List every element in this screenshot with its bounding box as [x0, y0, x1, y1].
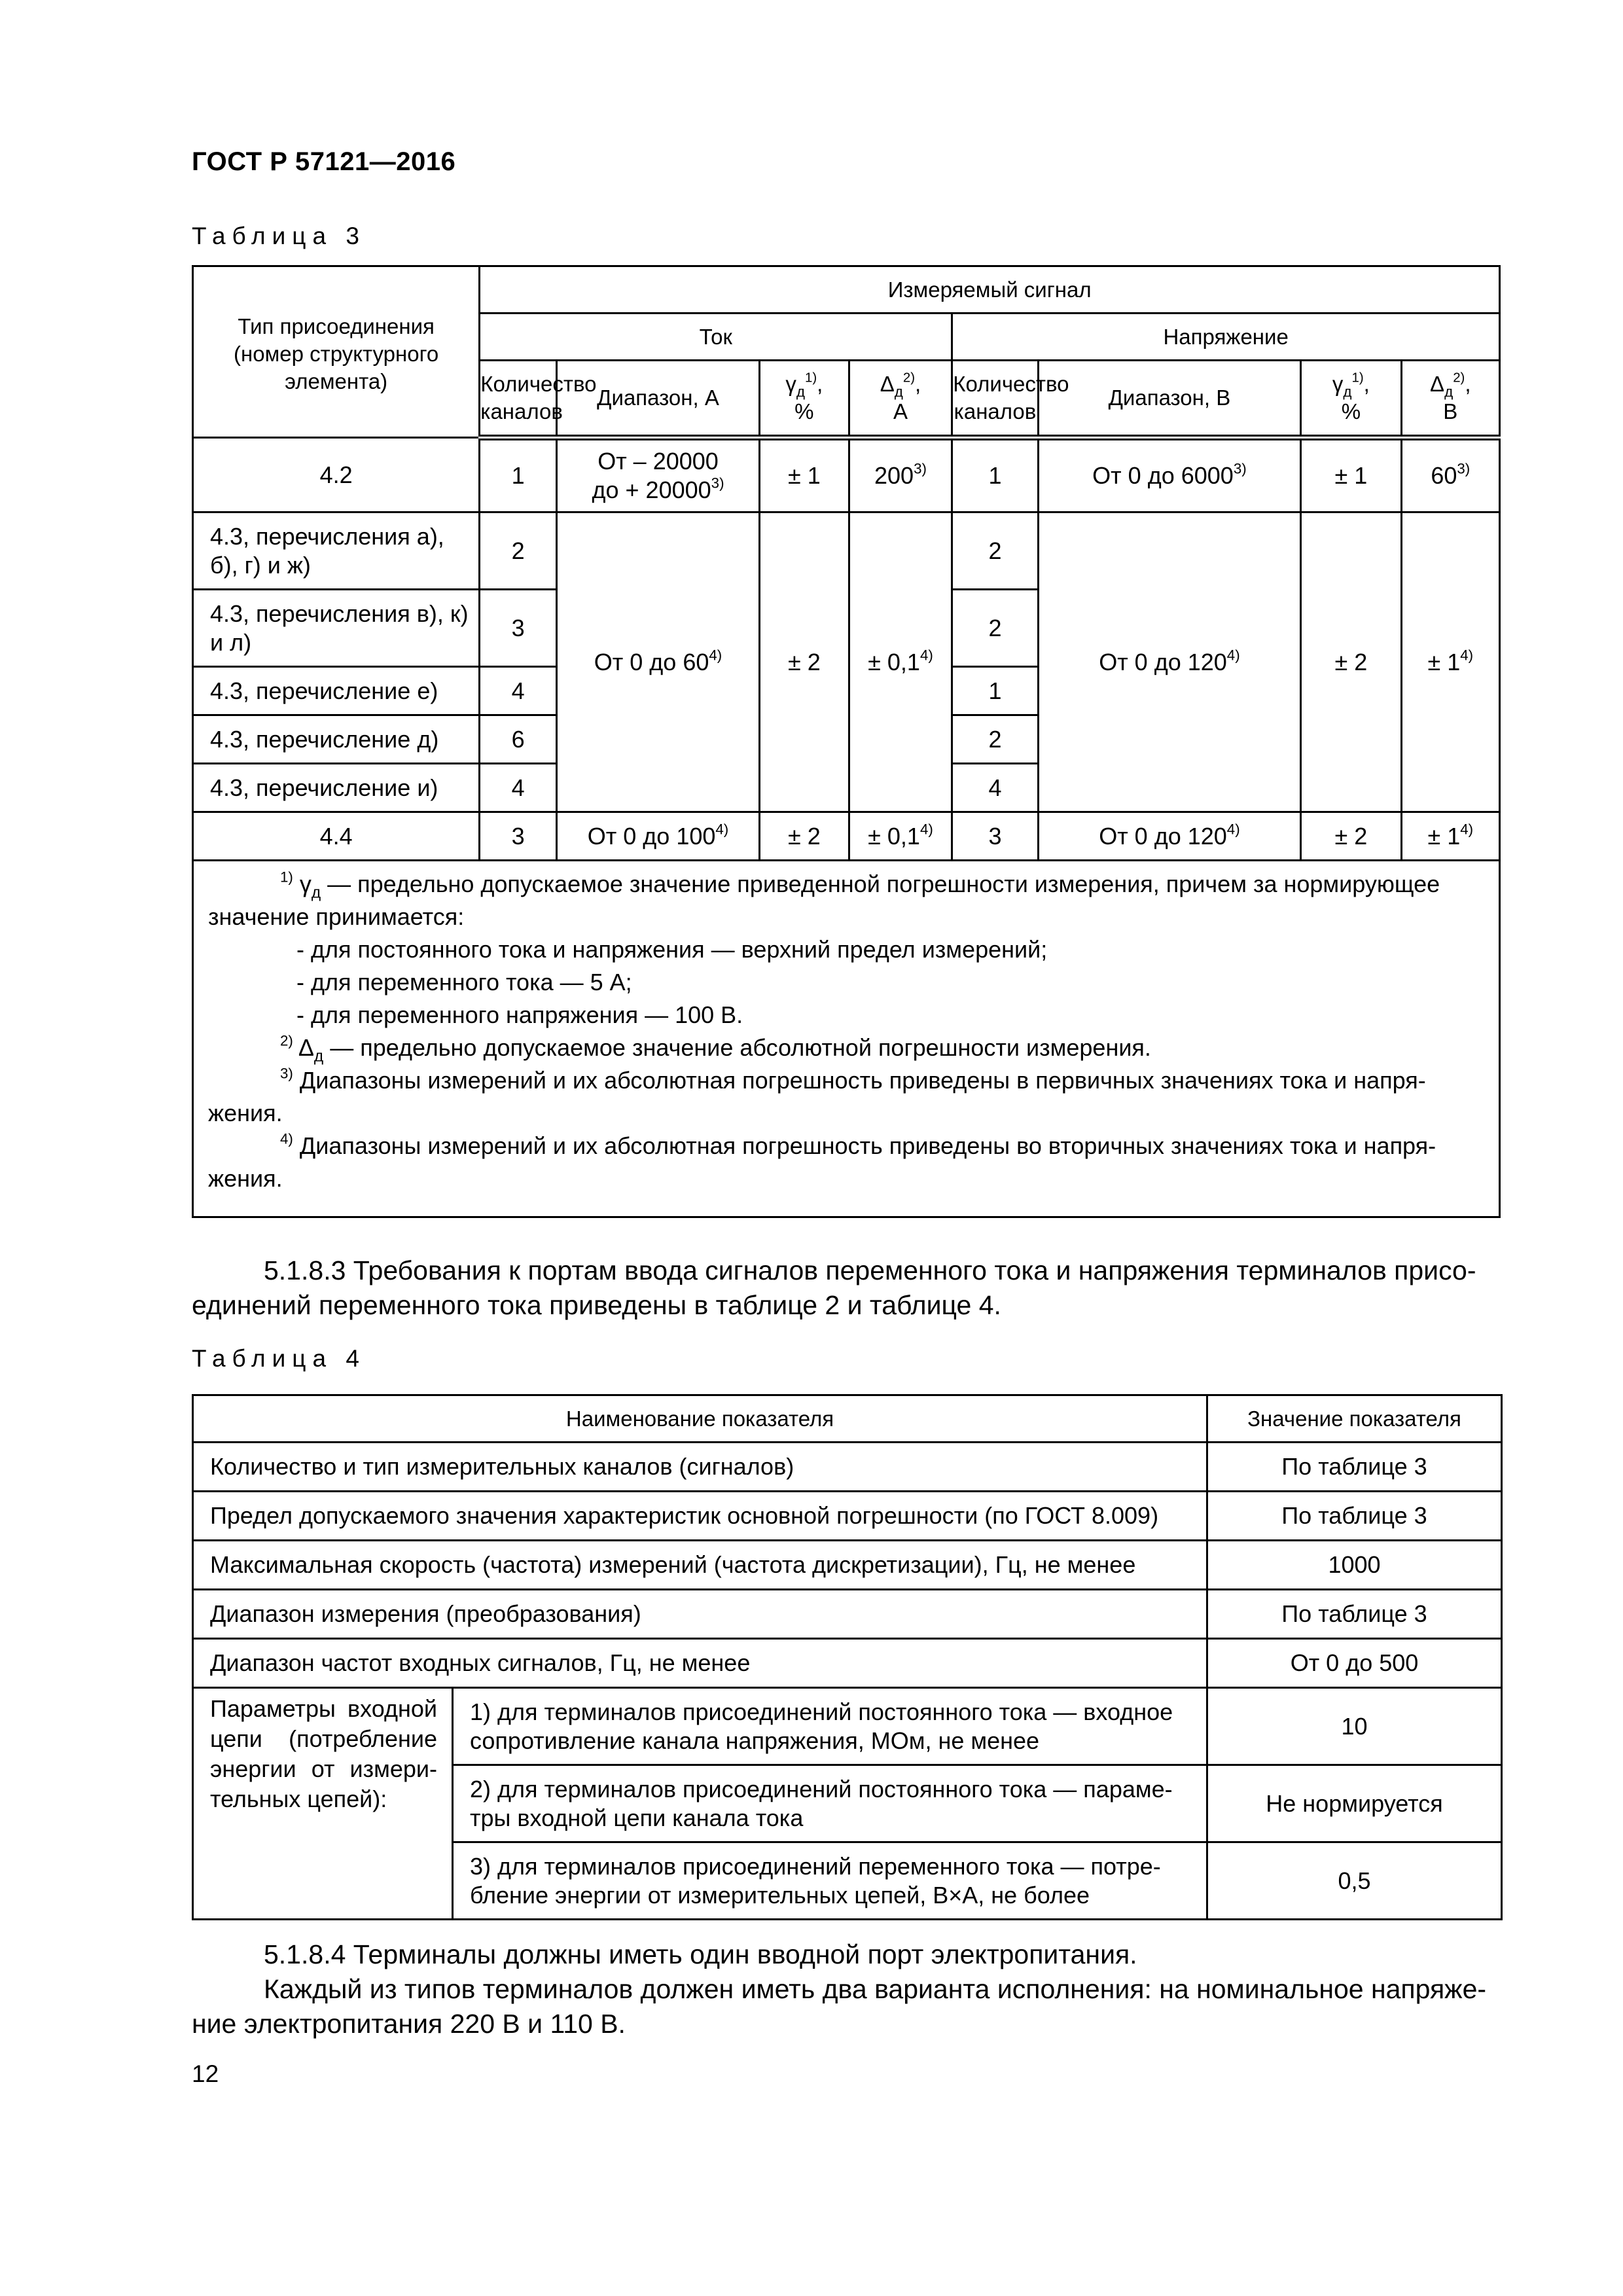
- table-4-caption: Таблица 4: [192, 1345, 366, 1372]
- t3-cell-channels-i: 6: [480, 715, 557, 764]
- t3-cell-channels-u: 3: [952, 812, 1038, 861]
- t4-cell-name: Диапазон измерения (преобразования): [193, 1590, 1207, 1639]
- t3-cell-range-i: От – 20000 до + $20000^{3)}$: [556, 438, 759, 512]
- t3-gamma-current-header: $\gamma_д^{1)}$, %: [760, 361, 849, 438]
- t4-cell-name: Количество и тип измерительных каналов (сигналов): [193, 1443, 1207, 1492]
- t3-cell-channels-u: 2: [952, 590, 1038, 667]
- t3-footnotes: [193, 861, 1500, 1217]
- t3-delta-current-header: $\Delta_д^{2)}$, А: [849, 361, 952, 438]
- footnote-1: $^{1)}$ $\gamma_д$ — предельно допускаемое значение приведенной погрешности измерения, причем за нормирующее: [280, 869, 1440, 902]
- t3-cell-type: 4.3, перечисления в), к) и л): [193, 590, 480, 667]
- t3-cell-delta-u: ± $1^{4)}$: [1401, 812, 1499, 861]
- t3-cell-range-u: От 0 до 6000$^{3)}$: [1038, 438, 1300, 512]
- t3-cell-channels-i: 4: [480, 667, 557, 715]
- t3-cell-channels-i: 3: [480, 812, 557, 861]
- t4-cell-name: 2) для терминалов присоединений постоянного тока — параме-тры входной цепи канала тока: [453, 1765, 1207, 1842]
- footnote-2: $^{2)}$ $\Delta_д$ — предельно допускаемое значение абсолютной погрешности измерения.: [280, 1032, 1151, 1066]
- t3-voltage-header: Напряжение: [952, 314, 1500, 361]
- t3-cell-range-u: От 0 до 120$^{4)}$: [1038, 812, 1300, 861]
- t4-cell-value: 1000: [1207, 1541, 1502, 1590]
- table-row: [193, 1443, 1502, 1492]
- t3-cell-range-i: От 0 до 100$^{4)}$: [556, 812, 759, 861]
- table-row: [193, 1688, 1502, 1765]
- t4-cell-name: Максимальная скорость (частота) измерений (частота дискретизации), Гц, не менее: [193, 1541, 1207, 1590]
- t4-cell-value: Не нормируется: [1207, 1765, 1502, 1842]
- t3-gamma-voltage-header: $\gamma_д^{1)}$, %: [1301, 361, 1401, 438]
- t3-delta-voltage-header: $\Delta_д^{2)}$, В: [1401, 361, 1499, 438]
- t4-cell-value: 10: [1207, 1688, 1502, 1765]
- t3-cell-channels-u: 2: [952, 715, 1038, 764]
- t3-cell-delta-i: 200$^{3)}$: [849, 438, 952, 512]
- t3-cell-delta-u: 60$^{3)}$: [1401, 438, 1499, 512]
- table-4: [192, 1394, 1503, 1920]
- footnote-4-cont: жения.: [208, 1165, 283, 1192]
- footnote-3-cont: жения.: [208, 1100, 283, 1126]
- t4-cell-value: По таблице 3: [1207, 1492, 1502, 1541]
- t3-channels-voltage-header: Количество каналов: [952, 361, 1038, 438]
- footnote-1-item-3: - для переменного напряжения — 100 В.: [296, 1001, 743, 1028]
- t3-range-current-header: Диапазон, А: [556, 361, 759, 438]
- t3-cell-range-i-merged: От 0 до 60$^{4)}$: [556, 512, 759, 812]
- t4-cell-value: По таблице 3: [1207, 1590, 1502, 1639]
- t4-cell-name: Предел допускаемого значения характеристик основной погрешности (по ГОСТ 8.009): [193, 1492, 1207, 1541]
- table-row: [193, 812, 1500, 861]
- t4-cell-value: По таблице 3: [1207, 1443, 1502, 1492]
- footnote-3: $^{3)}$ Диапазоны измерений и их абсолютная погрешность приведены в первичных значениях тока и напря-: [280, 1065, 1426, 1094]
- table-3-caption: Таблица 3: [192, 223, 366, 249]
- table-row: [193, 1541, 1502, 1590]
- t3-range-voltage-header: Диапазон, В: [1038, 361, 1300, 438]
- t3-measured-signal-header: Измеряемый сигнал: [480, 266, 1500, 314]
- t3-cell-gamma-u: ± 1: [1301, 438, 1401, 512]
- t4-cell-name: 3) для терминалов присоединений переменного тока — потре-бление энергии от измерительных цепей, В×А, не более: [453, 1842, 1207, 1920]
- t3-cell-type: 4.3, перечисление и): [193, 764, 480, 812]
- document-header: ГОСТ Р 57121—2016: [192, 147, 456, 176]
- t3-cell-channels-u: 1: [952, 667, 1038, 715]
- t4-value-header: Значение показателя: [1207, 1395, 1502, 1443]
- footnote-1-item-2: - для переменного тока — 5 А;: [296, 969, 632, 996]
- t3-cell-type: 4.2: [193, 438, 480, 512]
- t3-cell-delta-u-merged: ± $1^{4)}$: [1401, 512, 1499, 812]
- t3-cell-channels-u: 4: [952, 764, 1038, 812]
- t3-cell-channels-i: 3: [480, 590, 557, 667]
- paragraph-line: 5.1.8.3 Требования к портам ввода сигналов переменного тока и напряжения терминалов присо-: [264, 1255, 1476, 1285]
- t4-cell-name: 1) для терминалов присоединений постоянного тока — входное сопротивление канала напряжения, МОм, не менее: [453, 1688, 1207, 1765]
- t3-cell-gamma-i: ± 1: [760, 438, 849, 512]
- table-row: [193, 1590, 1502, 1639]
- page-number: 12: [192, 2060, 219, 2087]
- table-row: [193, 1492, 1502, 1541]
- t3-cell-type: 4.3, перечисление е): [193, 667, 480, 715]
- footnote-1-item-1: - для постоянного тока и напряжения — верхний предел измерений;: [296, 936, 1048, 963]
- t4-input-params-label: Параметры входной цепи (потребление энергии от измери-тельных цепей):: [193, 1688, 453, 1920]
- t4-cell-name: Диапазон частот входных сигналов, Гц, не менее: [193, 1639, 1207, 1688]
- paragraph-line: единений переменного тока приведены в таблице 2 и таблице 4.: [192, 1290, 1001, 1320]
- table-row: [193, 1639, 1502, 1688]
- t3-cell-gamma-u: ± 2: [1301, 812, 1401, 861]
- footnote-4: $^{4)}$ Диапазоны измерений и их абсолютная погрешность приведены во вторичных значениях тока и напря-: [280, 1130, 1436, 1159]
- t3-cell-type: 4.3, перечисление д): [193, 715, 480, 764]
- t3-cell-channels-u: 1: [952, 438, 1038, 512]
- footnote-1-cont: значение принимается:: [208, 903, 465, 930]
- t4-cell-value: От 0 до 500: [1207, 1639, 1502, 1688]
- t3-cell-type: 4.4: [193, 812, 480, 861]
- t3-cell-channels-i: 1: [480, 438, 557, 512]
- paragraph-line: 5.1.8.4 Терминалы должны иметь один вводной порт электропитания.: [264, 1939, 1137, 1969]
- t3-cell-channels-i: 2: [480, 512, 557, 590]
- t3-cell-gamma-i: ± 2: [760, 812, 849, 861]
- t4-cell-value: 0,5: [1207, 1842, 1502, 1920]
- paragraph-line: ние электропитания 220 В и 110 В.: [192, 2009, 626, 2039]
- t4-name-header: Наименование показателя: [193, 1395, 1207, 1443]
- table-row: [193, 512, 1500, 590]
- t3-cell-channels-u: 2: [952, 512, 1038, 590]
- t3-cell-gamma-i-merged: ± 2: [760, 512, 849, 812]
- t3-current-header: Ток: [480, 314, 952, 361]
- paragraph-5-1-8-3: [192, 1253, 1501, 1323]
- t3-cell-delta-i: ± $0,1^{4)}$: [849, 812, 952, 861]
- t3-cell-type: 4.3, перечисления а), б), г) и ж): [193, 512, 480, 590]
- t3-cell-gamma-u-merged: ± 2: [1301, 512, 1401, 812]
- table-3: [192, 265, 1501, 1218]
- t3-cell-channels-i: 4: [480, 764, 557, 812]
- t3-channels-current-header: Количество каналов: [480, 361, 557, 438]
- t3-cell-range-u-merged: От 0 до 120$^{4)}$: [1038, 512, 1300, 812]
- t3-cell-delta-i-merged: ± $0,1^{4)}$: [849, 512, 952, 812]
- table-row: [193, 438, 1500, 512]
- paragraph-5-1-8-4: [192, 1937, 1501, 2041]
- t3-col-type-header: Тип присоединения (номер структурного элемента): [193, 266, 480, 438]
- paragraph-line: Каждый из типов терминалов должен иметь два варианта исполнения: на номинальное напряже-: [264, 1974, 1487, 2004]
